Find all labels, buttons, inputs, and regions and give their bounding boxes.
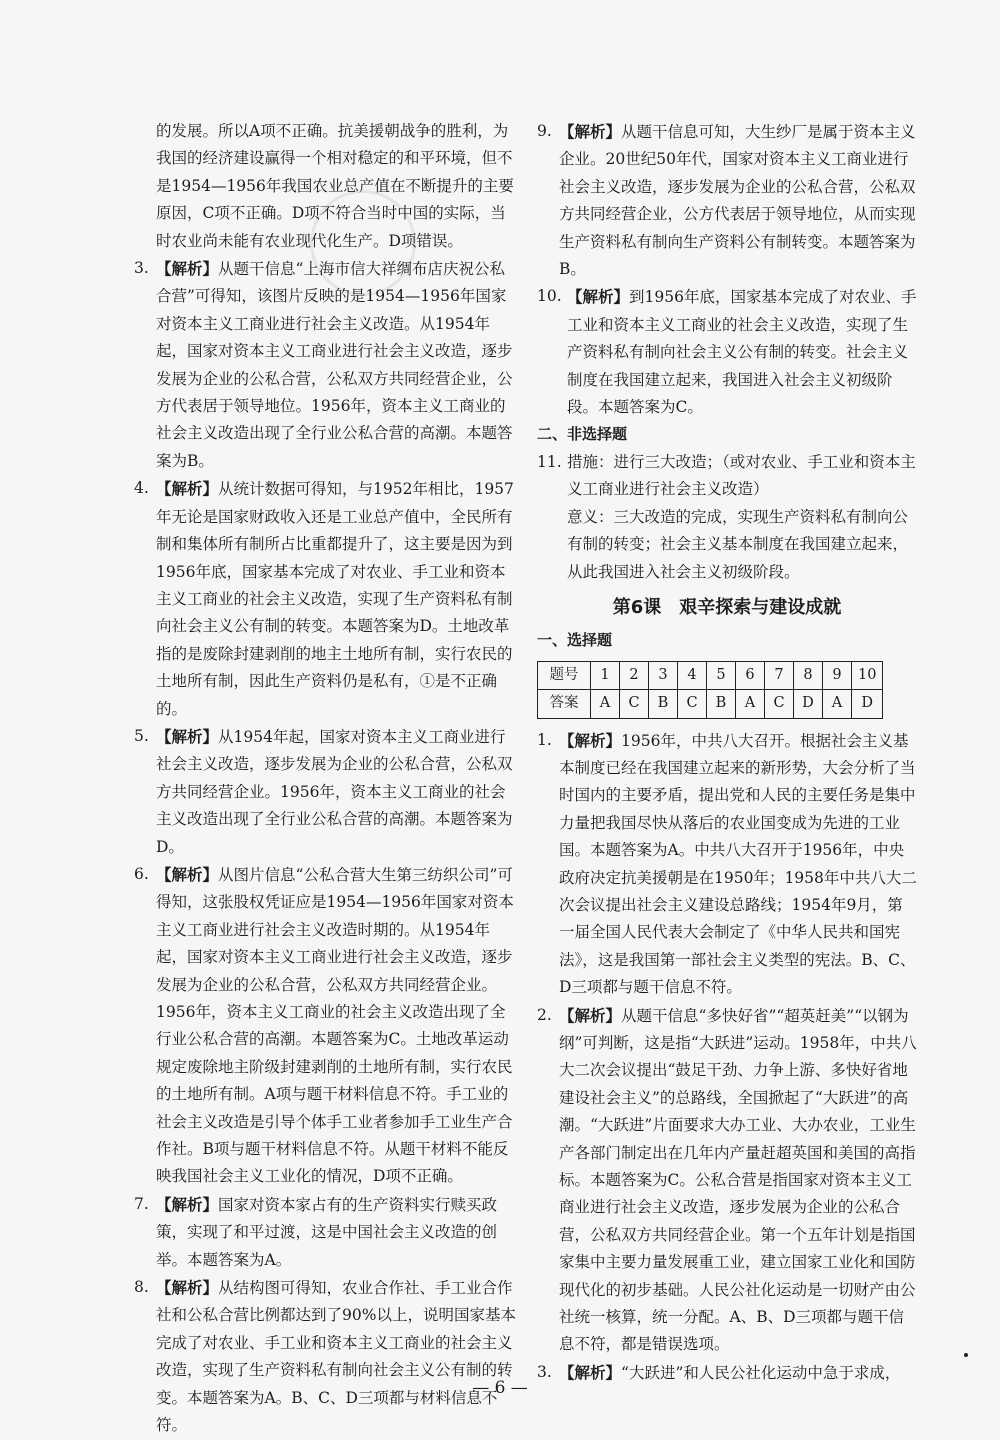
table-header-cell: 题号	[538, 661, 591, 689]
item-text: 从统计数据可得知，与1952年相比，1957年无论是国家财政收入还是工业总产值中，全民所有制和集体所有制所占比重都提升了，这主要是因为到1956年底，国家基本完成了对农业、手工业和资本主义工商业的社会主义改造，实现了生产资料私有制向社会主义公有制的转变。本题答案为D。土地改革指的是废除封建剥削的地主土地所有制，实行农民的土地所有制，因此生产资料仍是私有，①是不正确的。	[156, 480, 514, 718]
item-number: 3.	[537, 1362, 552, 1381]
q11-meaning: 意义：三大改造的完成，实现生产资料私有制向公有制的转变；社会主义基本制度在我国建立起来，从此我国进入社会主义初级阶段。	[567, 507, 909, 581]
item-text: 1956年，中共八大召开。根据社会主义基本制度已经在我国建立起来的新形势，大会分析了当时国内的主要矛盾，提出党和人民的主要任务是集中力量把我国尽快从落后的农业国变成为先进的工业国。本题答案为A。中共八大召开于1956年，中央政府决定抗美援朝是在1950年；1958年中共八大二次会议提出社会主义建设总路线；1954年9月，第一届全国人民代表大会制定了《中华人民共和国宪法》，这是我国第一部社会主义类型的宪法。B、C、D三项都与题干信息不符。	[559, 731, 917, 997]
item-number: 4.	[134, 479, 149, 498]
table-cell: C	[678, 690, 707, 718]
lesson-title: 第6课 艰辛探索与建设成就	[612, 596, 842, 618]
table-cell: C	[620, 690, 649, 718]
answer-item-4	[134, 475, 520, 723]
item-number: 10.	[537, 287, 562, 306]
item-text: 从题干信息可知，大生纱厂是属于资本主义企业。20世纪50年代，国家对资本主义工商业进行社会主义改造，逐步发展为企业的公私合营，公私双方共同经营企业，公方代表居于领导地位，从而实现生产资料私有制向生产资料公有制转变。本题答案为B。	[559, 123, 916, 279]
answer-item-7	[134, 1191, 520, 1274]
item-text: 从1954年起，国家对资本主义工商业进行社会主义改造，逐步发展为企业的公私合营，公私双方共同经营企业。1956年，资本主义工商业的社会主义改造出现了全行业公私合营的高潮。本题答案为D。	[156, 727, 513, 856]
continuation-paragraph	[134, 118, 520, 255]
table-cell: A	[591, 690, 620, 718]
lesson6-item-2	[537, 1002, 917, 1359]
table-cell: 1	[591, 661, 620, 689]
analysis-tag: 【解析】	[156, 726, 219, 746]
table-cell: 10	[852, 661, 883, 689]
answer-item-5	[134, 723, 520, 861]
left-column	[134, 118, 520, 1440]
answer-item-8	[134, 1274, 520, 1439]
section-heading-non-choice: 二、非选择题	[537, 425, 628, 444]
item-text: 从题干信息“多快好省”“超英赶美”“以钢为纲”可判断，这是指“大跃进”运动。1958年，中共八大二次会议提出“鼓足干劲、力争上游、多快好省地建设社会主义”的总路线，全国掀起了“大跃进”的高潮。“大跃进”片面要求大办工业、大办农业，工业生产各部门制定出在几年内产量赶超英国和美国的高指标。本题答案为C。公私合营是指国家对资本主义工商业进行社会主义改造，逐步发展为企业的公私合营，公私双方共同经营企业。第一个五年计划是指国家集中主要力量发展重工业，建立国家工业化和国防现代化的初步基础。人民公社化运动是一切财产由公社统一核算，统一分配。A、B、D三项都与题干信息不符，都是错误选项。	[559, 1006, 917, 1354]
lesson6-item-1	[537, 727, 917, 1002]
item-text: 从结构图可得知，农业合作社、手工业合作社和公私合营比例都达到了90%以上，说明国家基本完成了对农业、手工业和资本主义工商业的社会主义改造，实现了生产资料私有制向社会主义公有制的转变。本题答案为A。B、C、D三项都与材料信息不符。	[156, 1279, 516, 1435]
analysis-tag: 【解析】	[156, 259, 219, 279]
analysis-tag: 【解析】	[156, 479, 219, 499]
table-cell: 6	[736, 661, 765, 689]
table-cell: C	[765, 690, 794, 718]
table-cell: 2	[620, 661, 649, 689]
table-cell: B	[649, 690, 678, 718]
answer-item-6	[134, 861, 520, 1191]
table-cell: B	[707, 690, 736, 718]
table-header-cell: 答案	[538, 690, 591, 718]
item-number: 11.	[537, 452, 562, 471]
item-number: 3.	[134, 259, 149, 278]
answer-item-9	[537, 118, 917, 283]
q11-measure: 措施：进行三大改造；（或对农业、手工业和资本主义工商业进行社会主义改造）	[567, 452, 916, 499]
table-cell: 4	[678, 661, 707, 689]
item-text: 从图片信息“公私合营大生第三纺织公司”可得知，这张股权凭证应是1954—1956年国家对资本主义工商业进行社会主义改造时期的。从1954年起，国家对资本主义工商业进行社会主义改造，逐步发展为企业的公私合营，公私双方共同经营企业。1956年，资本主义工商业的社会主义改造出现了全行业公私合营的高潮。本题答案为C。土地改革运动规定废除地主阶级封建剥削的土地所有制，实行农民的土地所有制。A项与题干材料信息不符。手工业的社会主义改造是引导个体手工业者参加手工业生产合作社。B项与题干材料信息不符。从题干材料不能反映我国社会主义工业化的情况，D项不正确。	[156, 865, 514, 1186]
analysis-tag: 【解析】	[559, 730, 622, 750]
item-number: 5.	[134, 726, 149, 745]
item-number: 9.	[537, 122, 552, 140]
analysis-tag: 【解析】	[559, 1005, 622, 1025]
table-cell: 9	[823, 661, 852, 689]
item-text: “大跃进”和人民公社化运动中急于求成，	[621, 1363, 901, 1382]
analysis-tag: 【解析】	[156, 1278, 219, 1298]
item-text: 到1956年底，国家基本完成了对农业、手工业和资本主义工商业的社会主义改造，实现了生产资料私有制向社会主义公有制的转变。社会主义制度在我国建立起来，我国进入社会主义初级阶段。本题答案为C。	[567, 288, 917, 417]
analysis-tag: 【解析】	[156, 1194, 219, 1214]
answer-item-10	[537, 283, 917, 421]
item-number: 2.	[537, 1005, 552, 1024]
table-cell: D	[794, 690, 823, 718]
table-cell: A	[823, 690, 852, 718]
page-number: — 6 —	[472, 1378, 528, 1398]
item-text: 从题干信息“上海市信大祥绸布店庆祝公私合营”可得知，该图片反映的是1954—1956年国家对资本主义工商业进行社会主义改造。从1954年起，国家对资本主义工商业进行社会主义改造，逐步发展为企业的公私合营，公私双方共同经营企业，公方代表居于领导地位。1956年，资本主义工商业的社会主义改造出现了全行业公私合营的高潮。本题答案为B。	[156, 260, 513, 470]
table-row-numbers	[538, 661, 883, 689]
table-cell: 8	[794, 661, 823, 689]
table-cell: 7	[765, 661, 794, 689]
answer-item-3	[134, 255, 520, 475]
item-text: 国家对资本家占有的生产资料实行赎买政策，实现了和平过渡，这是中国社会主义改造的创举。本题答案为A。	[156, 1195, 498, 1269]
table-row-answers	[538, 690, 883, 718]
table-cell: 3	[649, 661, 678, 689]
answer-table	[537, 661, 883, 719]
table-cell: A	[736, 690, 765, 718]
item-number: 1.	[537, 730, 552, 749]
analysis-tag: 【解析】	[559, 122, 622, 141]
continuation-text: 的发展。所以A项不正确。抗美援朝战争的胜利，为我国的经济建设赢得一个相对稳定的和平环境，但不是1954—1956年我国农业总产值在不断提升的主要原因，C项不正确。D项不符合当时中国的实际，当时农业尚未能有农业现代化生产。D项错误。	[156, 122, 514, 250]
item-number: 6.	[134, 864, 149, 883]
margin-dot	[964, 1353, 968, 1357]
answer-item-11	[537, 449, 917, 586]
analysis-tag: 【解析】	[156, 864, 219, 884]
section-heading-choice: 一、选择题	[537, 631, 613, 650]
analysis-tag: 【解析】	[567, 287, 630, 307]
right-column	[537, 118, 917, 1387]
table-cell: 5	[707, 661, 736, 689]
analysis-tag: 【解析】	[559, 1362, 622, 1382]
table-cell: D	[852, 690, 883, 718]
item-number: 8.	[134, 1278, 149, 1297]
item-number: 7.	[134, 1194, 149, 1213]
